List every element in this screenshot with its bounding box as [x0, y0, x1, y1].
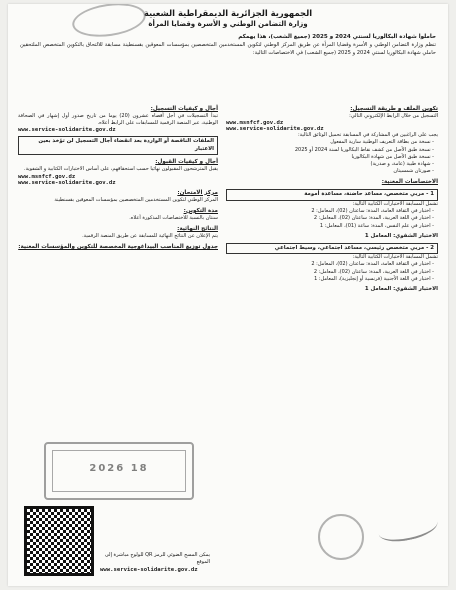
exam-item: - اختبار في اللغة العربية، المدة: ساعتان (02)، المعامل: 2	[226, 269, 438, 276]
republic-title: الجمهورية الجزائرية الديمقراطية الشعبية	[143, 8, 313, 18]
final-results-heading: النتائج النهائية:	[177, 226, 218, 233]
exam-item: - اختبار في علم النفس، المدة: ساعة (01)، المعامل: 1	[226, 223, 438, 230]
content-columns	[18, 102, 438, 580]
exam-center-heading: مركز الامتحان:	[177, 189, 218, 196]
specialties-heading: الاختصاصات المعنية:	[381, 179, 438, 186]
exam-center-text: المركز الوطني لتكوين المستخدمين المتخصصين بمؤسسات المعوقين بقسنطينة	[54, 196, 218, 203]
ministry-title: وزارة التضامن الوطني و الأسرة وقضايا المرأة	[148, 20, 308, 28]
stamp-date: 2026 18	[89, 463, 149, 474]
doc-item: - نسخة طبق الأصل من شهادة البكالوريا	[226, 154, 438, 161]
doc-item: - شهادة طبية (عامة، و صدرية)	[226, 161, 438, 168]
exam-item: - اختبار في الثقافة العامة، المدة: ساعتان (02)، المعامل: 2	[226, 208, 438, 215]
solidarity-link-2[interactable]: www.service-solidarite.gov.dz	[18, 127, 116, 134]
intro-section	[8, 29, 448, 57]
results-heading: أجال و كيفيات القبول:	[155, 159, 218, 166]
round-seal	[318, 514, 364, 560]
registration-heading: تكوين الملف و طريقة التسجيل:	[350, 106, 438, 112]
deadline-text: تبدأ التسجيلات في أجل أقصاه عشرون (20) يوما من تاريخ صدور أول إشهار في الصحافة الوطنية، عبر المنصة الرقمية للمسابقات على الرابط أعلاه.	[18, 113, 218, 127]
training-text: سنتان بالنسبة للاختصاصات المذكورة أعلاه.	[129, 214, 218, 221]
positions-table-heading: جدول توزيع المناصب البيداغوجية المخصصة للتكوين والمؤسسات المعنية:	[18, 244, 218, 251]
exam-item: - اختبار في الثقافة العامة، المدة: ساعتان (02)، المعامل: 2	[226, 261, 438, 268]
exam-item: - اختبار في اللغة الأجنبية (فرنسية أو إنجليزية)، المعامل: 1	[226, 276, 438, 283]
specialty-1-note: تشمل المسابقة الاختبارات الكتابية التالية:	[352, 200, 438, 207]
solidarity-link[interactable]: www.service-solidarite.gov.dz	[226, 126, 324, 133]
solidarity-link-3[interactable]: www.service-solidarite.gov.dz	[18, 179, 116, 186]
specialty-2-note: تشمل المسابقة الاختبارات الكتابية التالية:	[352, 254, 438, 261]
right-column	[226, 102, 438, 580]
training-heading: مدة التكوين:	[183, 207, 218, 214]
final-results-text: يتم الإعلان عن النتائج النهائية للمسابقة عن طريق المنصة الرقمية.	[82, 233, 218, 240]
ministry-link-2[interactable]: www.msnfcf.gov.dz	[18, 173, 76, 180]
qr-caption	[100, 552, 210, 575]
warning-box: الملفات الناقصة أو الواردة بعد انقضاء آجال التسجيل لن تؤخذ بعين الاعتبار	[18, 136, 218, 155]
specialty-2-box: 2 - مربي متخصص رئيسي، مساعد اجتماعي، وسيط اجتماعي	[226, 243, 438, 255]
registration-text: التسجيل من خلال الرابط الإلكتروني التالي:	[349, 113, 438, 119]
specialty-1-box: 1 - مربي متخصص، مساعد حاضنة، مساعدة أمومة	[226, 189, 438, 201]
date-stamp-inner	[52, 450, 186, 492]
file-text: يجب على الراغبين في المشاركة في المسابقة تحميل الوثائق التالية:	[297, 132, 438, 139]
oral-exam-1: الاختبار الشفوي: المعامل 1	[364, 232, 438, 239]
qr-link[interactable]: www.service-solidarite.gov.dz	[100, 566, 198, 573]
doc-item: - صورتان شمسيتان	[226, 168, 438, 175]
deadline-heading: أجال و كيفيات التسجيل:	[150, 106, 218, 112]
doc-item: - نسخة من بطاقة التعريف الوطنية سارية المفعول	[226, 139, 438, 146]
doc-item: - نسخة طبق الأصل من كشف نقاط البكالوريا لسنة 2024 أو 2025	[226, 147, 438, 154]
ministry-link[interactable]: www.msnfcf.gov.dz	[226, 120, 284, 127]
intro-title: حاملوا شهادة البكالوريا لسنتي 2024 و 2025 (جميع الشعب)، هذا يهمكم	[238, 34, 436, 40]
results-text: يقبل المترشحون المقبولون نهائيا حسب استحقاقهم، على أساس الاختبارات الكتابية و الشفوية.	[24, 166, 218, 173]
document-page	[8, 4, 448, 586]
oral-exam-2: الاختبار الشفوي: المعامل 1	[364, 286, 438, 293]
exam-item: - اختبار في اللغة العربية، المدة: ساعتان (02)، المعامل: 2	[226, 215, 438, 222]
intro-body: تنظم وزارة التضامن الوطني و الأسرة وقضايا المرأة عن طريق المركز الوطني لتكوين المستخدمين المتخصصين بمؤسسات المعوقين بقسنطينة مسابقة للالتحاق بالتكوين المتخصص الملتحقين حاملي شهادة البكالوريا لسنتي 2024 و 2025 (جميع الشعب) في الاختصاصات التالية:	[20, 42, 436, 56]
qr-caption-text: يمكن المسح الضوئي للرمز QR للولوج مباشرة إلى الموقع	[104, 551, 210, 565]
qr-code[interactable]	[24, 506, 94, 576]
date-stamp	[44, 442, 194, 500]
